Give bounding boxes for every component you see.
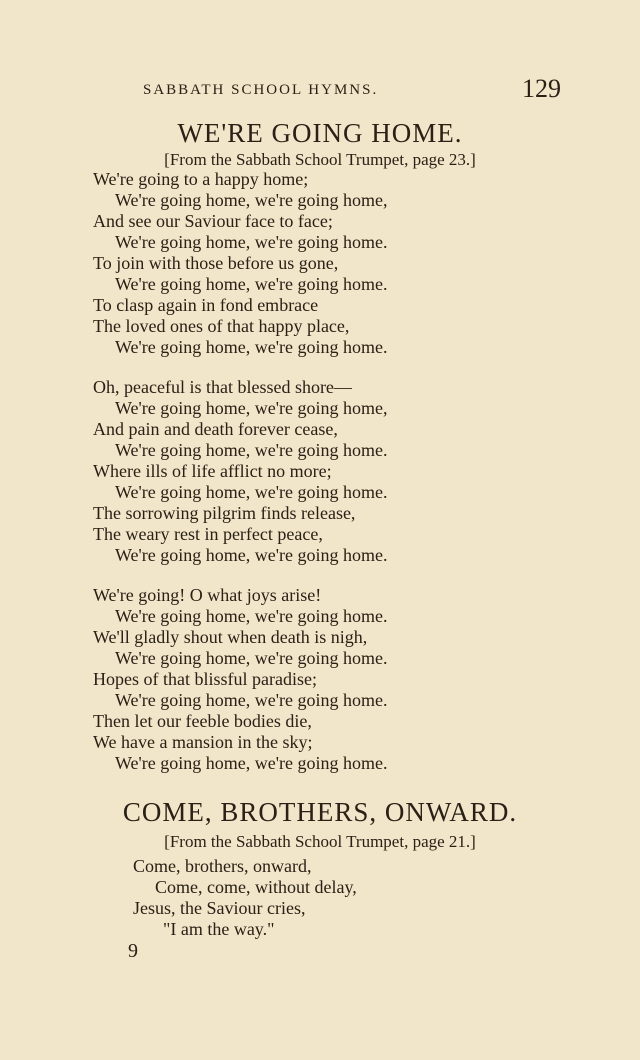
verse-line: We're going home, we're going home. <box>115 690 388 710</box>
verse-line: Jesus, the Saviour cries, <box>133 898 306 918</box>
hymn-source: [From the Sabbath School Trumpet, page 21.] <box>164 832 476 851</box>
verse-line: We're going home, we're going home. <box>115 648 388 668</box>
verse-line: We're going home, we're going home. <box>115 606 388 626</box>
hymn-title: WE'RE GOING HOME. <box>177 118 463 148</box>
verse-line: Come, come, without delay, <box>155 877 357 897</box>
verse-line: To join with those before us gone, <box>93 253 339 273</box>
verse-line: We're going home, we're going home. <box>115 440 388 460</box>
verse-line: To clasp again in fond embrace <box>93 295 319 315</box>
stanza-1 <box>133 856 357 940</box>
verse-line: We're going home, we're going home. <box>115 274 388 294</box>
verse-line: And pain and death forever cease, <box>93 419 338 439</box>
verse-line: We'll gladly shout when death is nigh, <box>93 627 368 647</box>
verse-line: We're going home, we're going home, <box>115 190 388 210</box>
running-head: SABBATH SCHOOL HYMNS. <box>143 82 379 98</box>
verse-line: We're going home, we're going home. <box>115 337 388 357</box>
verse-line: Oh, peaceful is that blessed shore— <box>93 377 352 397</box>
verse-line: We're going to a happy home; <box>93 169 309 189</box>
verse-line: And see our Saviour face to face; <box>93 211 333 231</box>
hymn-source: [From the Sabbath School Trumpet, page 23.] <box>164 150 476 169</box>
stanza-2 <box>93 377 387 566</box>
verse-line: We have a mansion in the sky; <box>93 732 313 752</box>
verse-line: The weary rest in perfect peace, <box>93 524 323 544</box>
verse-line: We're going home, we're going home, <box>115 398 388 418</box>
stanza-1 <box>93 169 387 358</box>
page-number: 129 <box>522 74 561 103</box>
verse-line: We're going home, we're going home. <box>115 482 388 502</box>
verse-line: We're going home, we're going home. <box>115 232 388 252</box>
verse-line: Where ills of life afflict no more; <box>93 461 332 481</box>
verse-line: We're going home, we're going home. <box>115 753 388 773</box>
verse-line: Then let our feeble bodies die, <box>93 711 312 731</box>
verse-line: We're going! O what joys arise! <box>93 585 322 605</box>
signature-mark: 9 <box>128 940 138 962</box>
verse-line: Come, brothers, onward, <box>133 856 312 876</box>
verse-line: Hopes of that blissful paradise; <box>93 669 317 689</box>
stanza-3 <box>93 585 387 774</box>
verse-line: We're going home, we're going home. <box>115 545 388 565</box>
verse-line: The sorrowing pilgrim finds release, <box>93 503 356 523</box>
verse-line: "I am the way." <box>163 919 275 939</box>
hymn-title: COME, BROTHERS, ONWARD. <box>122 797 518 827</box>
verse-line: The loved ones of that happy place, <box>93 316 350 336</box>
